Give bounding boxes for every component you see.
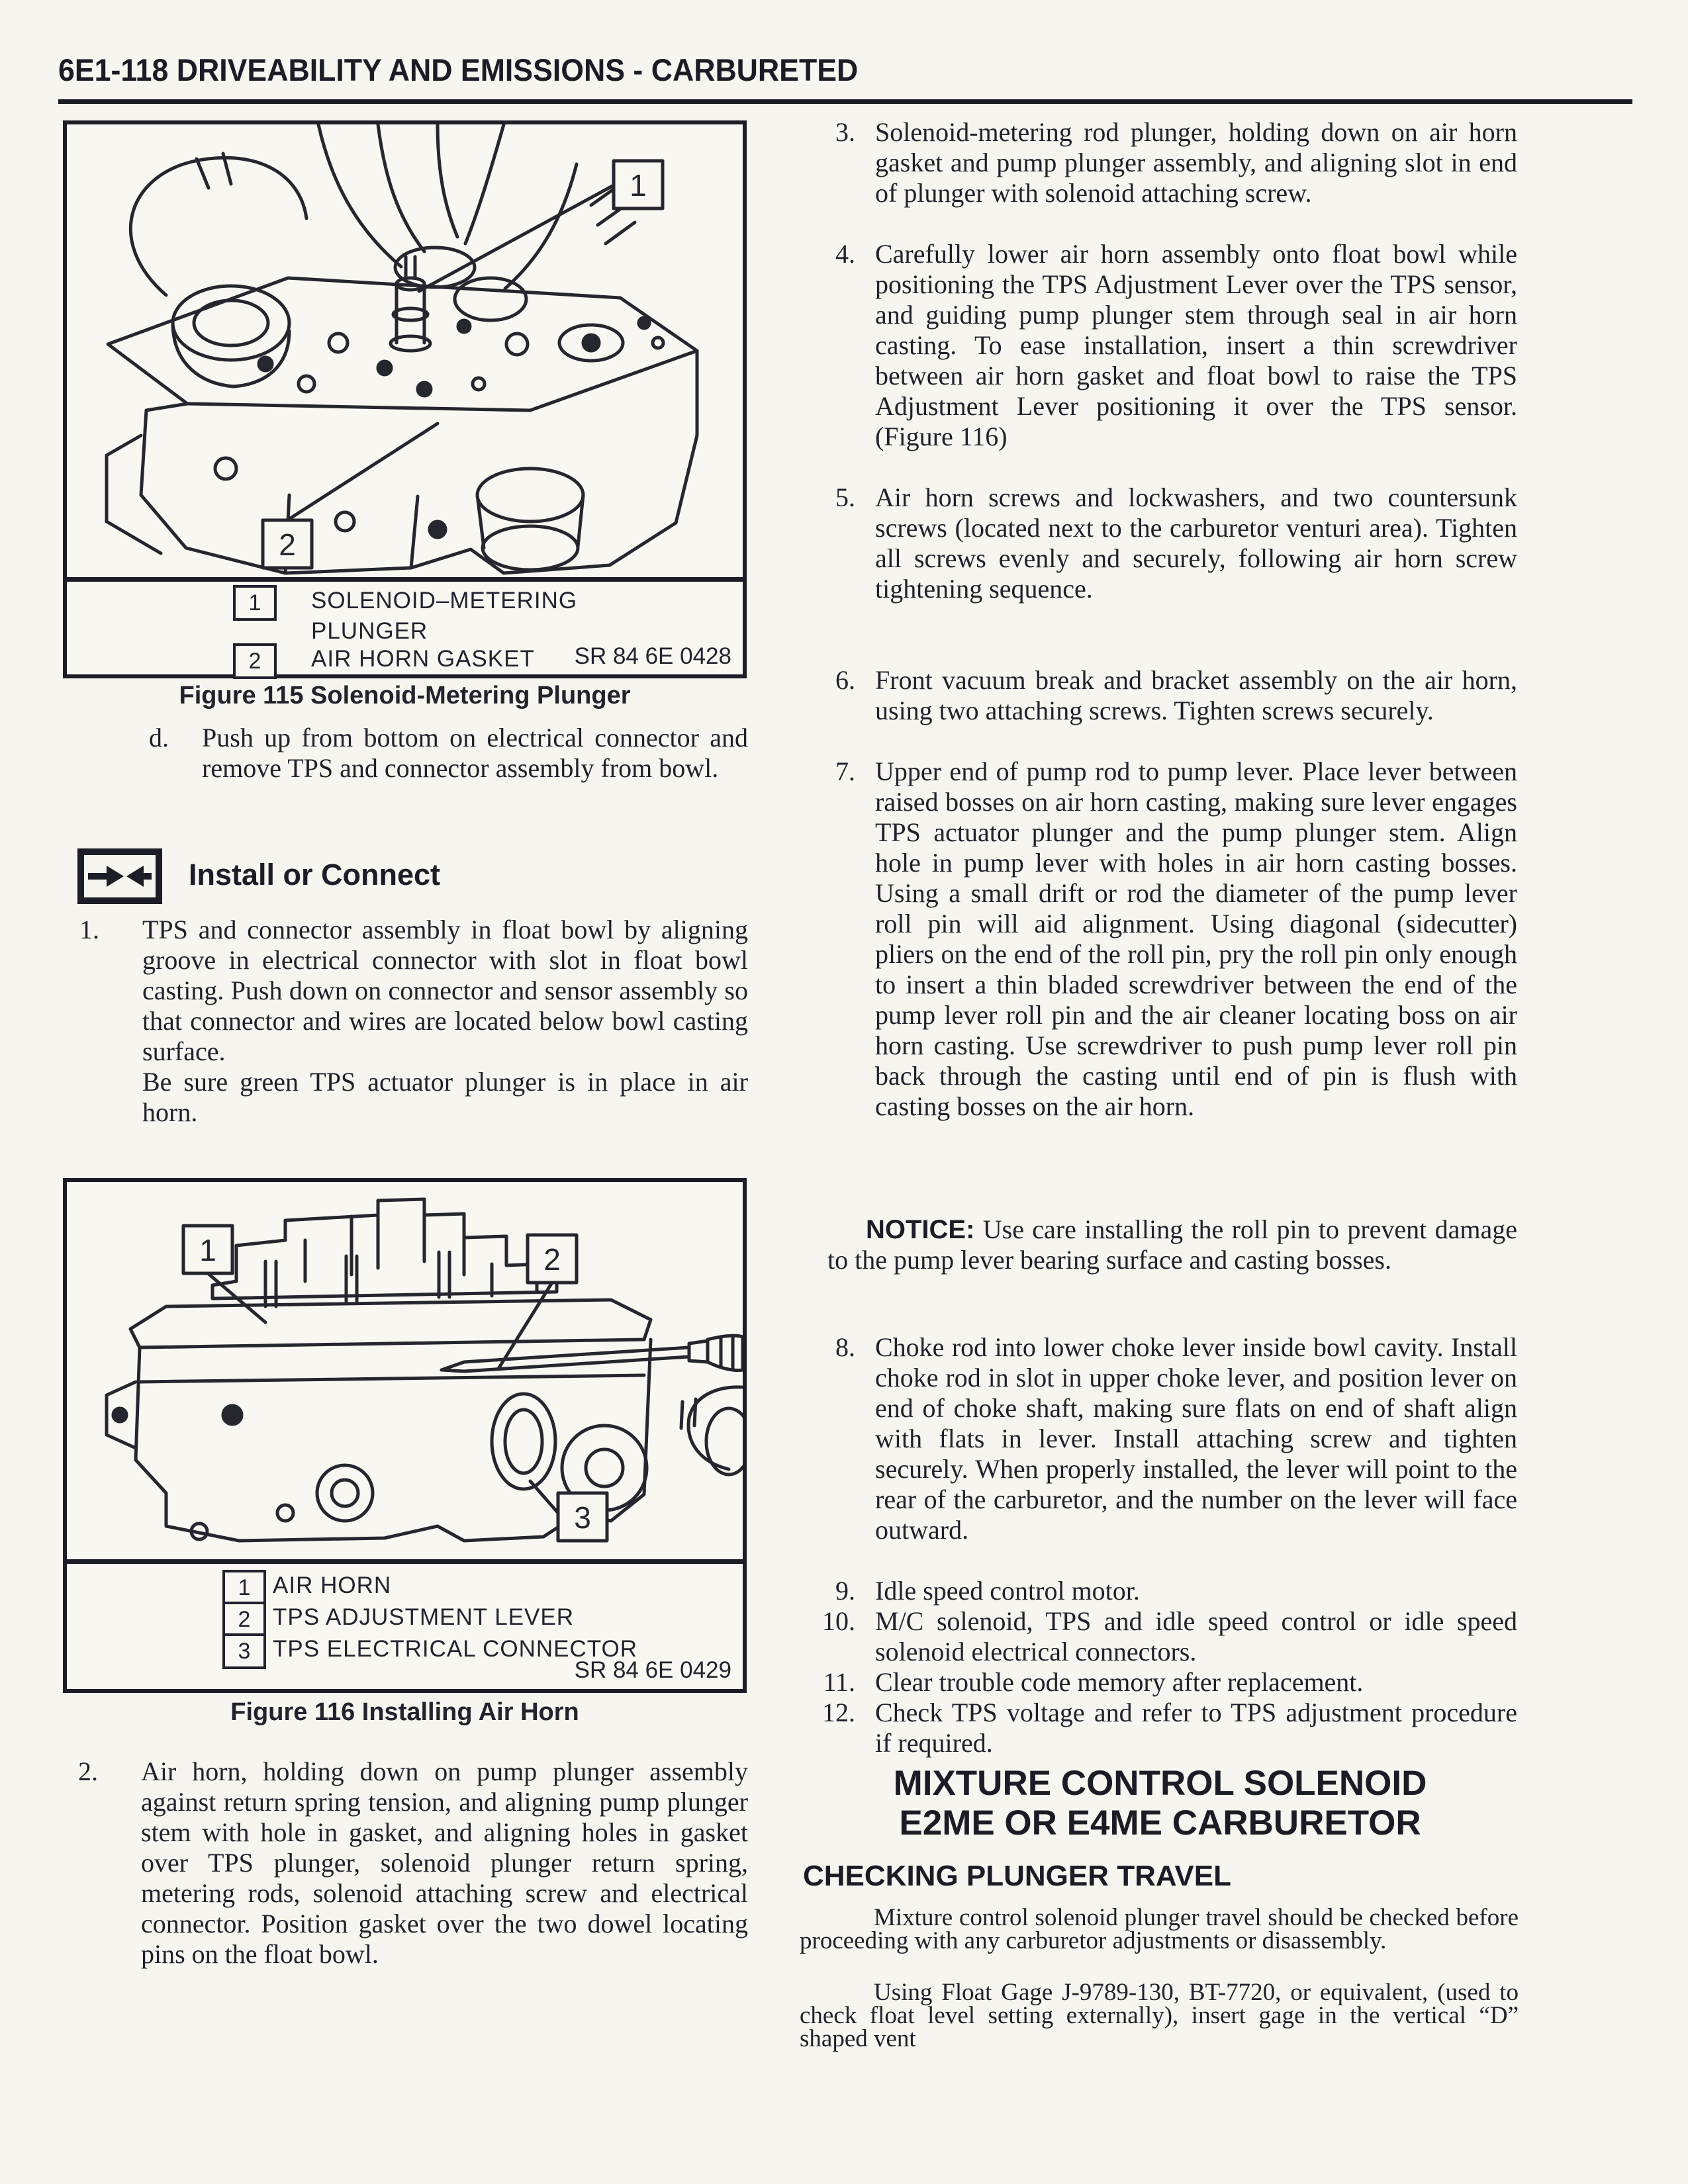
screwdriver-handle xyxy=(708,1336,743,1370)
figure-116-legend-label-1: AIR HORN xyxy=(273,1572,392,1598)
step-7-number: 7. xyxy=(835,756,855,786)
mixture-heading xyxy=(801,1764,1519,1843)
figure-116-legend-num-1: 1 xyxy=(222,1570,266,1606)
plunger-travel-para-1: Mixture control solenoid plunger travel should be checked before proceeding with any carburetor adjustments or disassembly. xyxy=(800,1904,1519,1954)
step-6-text: Front vacuum break and bracket assembly on the air horn, using two attaching screws. Tighten screws securely. xyxy=(875,665,1517,725)
figure-116-callout-3: 3 xyxy=(574,1500,591,1535)
step-d-text: Push up from bottom on electrical connector and remove TPS and connector assembly from bowl. xyxy=(202,723,748,783)
install-connect-icon xyxy=(77,848,162,907)
step-3 xyxy=(801,117,1517,208)
step-7-text: Upper end of pump rod to pump lever. Place lever between raised bosses on air horn casting, making sure lever engages TPS actuator plunger and the pump plunger stem. Align hole in pump lever with holes in air horn casting bosses. Using a small drift or rod the diameter of the pump lever roll pin will aid alignment. Using diagonal (sidecutter) pliers on the end of the roll pin, pry the roll pin only enough to insert a thin bladed screwdriver between the end of the pump lever roll pin and the air cleaner locating boss on air horn casting. Use screwdriver to push pump lever roll pin back through the casting until end of pin is flush with casting bosses on the air horn. xyxy=(875,756,1517,1121)
step-12-number: 12. xyxy=(822,1698,855,1727)
step-8-text: Choke rod into lower choke lever inside bowl cavity. Install choke rod in slot in upper choke lever, and position lever on end of choke shaft, making sure flats on end of shaft align with flats in lever. Install attaching screw and tighten securely. When properly installed, the lever will point to the rear of the carburetor, and the number on the lever will face outward. xyxy=(875,1332,1517,1545)
step-2-text: Air horn, holding down on pump plunger assembly against return spring tension, and aligning pump plunger stem with hole in gasket, and aligning holes in gasket over TPS plunger, solenoid plunger return spring, metering rods, solenoid attaching screw and electrical connector. Position gasket over the two dowel locating pins on the float bowl. xyxy=(141,1756,748,1969)
figure-116-legend-label-3: TPS ELECTRICAL CONNECTOR xyxy=(273,1636,638,1662)
figure-116-callout-2: 2 xyxy=(543,1242,561,1277)
figure-115-legend-num-1: 1 xyxy=(233,585,277,621)
step-2 xyxy=(73,1756,748,1970)
figure-116-drawing xyxy=(67,1182,743,1559)
step-10-text: M/C solenoid, TPS and idle speed control or idle speed solenoid electrical connectors. xyxy=(875,1606,1517,1666)
hand-finger-line xyxy=(318,124,401,267)
figure-115-callout-2: 2 xyxy=(279,527,296,562)
step-9 xyxy=(801,1576,1517,1606)
step-5-number: 5. xyxy=(835,482,855,512)
step-10-number: 10. xyxy=(822,1606,855,1636)
figure-115-legend-num-2: 2 xyxy=(233,643,277,679)
step-1-note: Be sure green TPS actuator plunger is in place in air horn. xyxy=(142,1067,748,1127)
step-9-text: Idle speed control motor. xyxy=(875,1576,1140,1606)
callout-1-leader xyxy=(419,185,614,291)
step-6-number: 6. xyxy=(835,665,855,695)
arrow-left-head xyxy=(126,866,144,887)
step-12 xyxy=(801,1698,1517,1758)
step-4 xyxy=(801,239,1517,452)
figure-115-legend-label-1: SOLENOID–METERING xyxy=(311,588,578,614)
step-3-text: Solenoid-metering rod plunger, holding down on air horn gasket and pump plunger assembly, and aligning slot in end of plunger with solenoid attaching screw. xyxy=(875,117,1517,208)
figure-115-ref-code: SR 84 6E 0428 xyxy=(574,643,731,669)
step-d xyxy=(149,723,748,784)
figure-116-legend-num-2: 2 xyxy=(222,1602,266,1637)
page-header-title: 6E1-118 DRIVEABILITY AND EMISSIONS - CARBURETED xyxy=(58,52,859,87)
step-4-text: Carefully lower air horn assembly onto float bowl while positioning the TPS Adjustment Lever over the TPS sensor, and guiding pump plunger stem through seal in air horn casting. To ease installation, insert a thin screwdriver between air horn gasket and float bowl to raise the TPS Adjustment Lever positioning it over the TPS sensor. (Figure 116) xyxy=(875,239,1517,451)
figure-115-legend-label-2: AIR HORN GASKET xyxy=(311,646,535,672)
callout-3-leader xyxy=(530,1481,558,1513)
thumb-tip xyxy=(455,278,526,320)
mixture-heading-line2: E2ME OR E4ME CARBURETOR xyxy=(899,1803,1421,1843)
step-5 xyxy=(801,482,1517,604)
step-9-number: 9. xyxy=(835,1576,855,1606)
arrow-right-head xyxy=(107,866,124,887)
figure-116-ref-code: SR 84 6E 0429 xyxy=(574,1657,731,1683)
header-rule xyxy=(58,99,1632,104)
notice-label: NOTICE: xyxy=(866,1215,975,1244)
step-11 xyxy=(801,1667,1517,1698)
step-5-text: Air horn screws and lockwashers, and two countersunk screws (located next to the carburetor venturi area). Tighten all screws evenly and securely, following air horn screw tightening sequence. xyxy=(875,482,1517,604)
figure-115-separator xyxy=(67,577,743,582)
step-3-number: 3. xyxy=(835,117,855,147)
step-6 xyxy=(801,665,1517,726)
step-8 xyxy=(801,1332,1517,1545)
notice-block xyxy=(827,1214,1517,1275)
figure-116-callout-1: 1 xyxy=(199,1233,216,1267)
figure-116-caption: Figure 116 Installing Air Horn xyxy=(230,1698,579,1726)
step-7 xyxy=(801,756,1517,1122)
callout-2-leader xyxy=(287,424,438,520)
air-horn-plate xyxy=(108,278,697,410)
figure-116-legend-num-3: 3 xyxy=(222,1633,266,1669)
mixture-heading-line1: MIXTURE CONTROL SOLENOID xyxy=(893,1764,1427,1803)
step-11-number: 11. xyxy=(823,1667,855,1697)
step-11-text: Clear trouble code memory after replacement. xyxy=(875,1667,1364,1697)
air-horn-flange xyxy=(130,1300,651,1347)
checking-heading: CHECKING PLUNGER TRAVEL xyxy=(803,1860,1231,1892)
step-d-number: d. xyxy=(149,723,169,752)
figure-115-drawing xyxy=(67,124,743,581)
figure-115-callout-1: 1 xyxy=(630,168,647,203)
notice-text: Use care installing the roll pin to prevent damage to the pump lever bearing surface and casting bosses. xyxy=(827,1214,1517,1275)
step-10 xyxy=(801,1606,1517,1667)
figure-116-legend-label-2: TPS ADJUSTMENT LEVER xyxy=(273,1604,575,1630)
step-4-number: 4. xyxy=(835,239,855,269)
figure-115-caption: Figure 115 Solenoid-Metering Plunger xyxy=(179,682,631,709)
metering-rod xyxy=(406,257,415,278)
step-8-number: 8. xyxy=(835,1332,855,1362)
figure-116-separator xyxy=(67,1559,743,1564)
plunger-travel-para-2: Using Float Gage J-9789-130, BT-7720, or equivalent, (used to check float level setting externally), insert gage in the vertical “D” shaped vent xyxy=(800,1979,1519,2052)
step-1-text: TPS and connector assembly in float bowl by aligning groove in electrical connector with slot in float bowl casting. Push down on connector and sensor assembly so that connector and wires are located below bowl casting surface. xyxy=(142,915,748,1066)
vacuum-break-canister xyxy=(173,286,289,360)
figure-115-legend-label-1b: PLUNGER xyxy=(311,618,428,644)
step-1-number: 1. xyxy=(79,915,99,944)
step-12-text: Check TPS voltage and refer to TPS adjustment procedure if required. xyxy=(875,1698,1517,1758)
step-2-number: 2. xyxy=(78,1756,98,1786)
step-1 xyxy=(73,915,748,1128)
install-connect-heading: Install or Connect xyxy=(189,858,441,891)
